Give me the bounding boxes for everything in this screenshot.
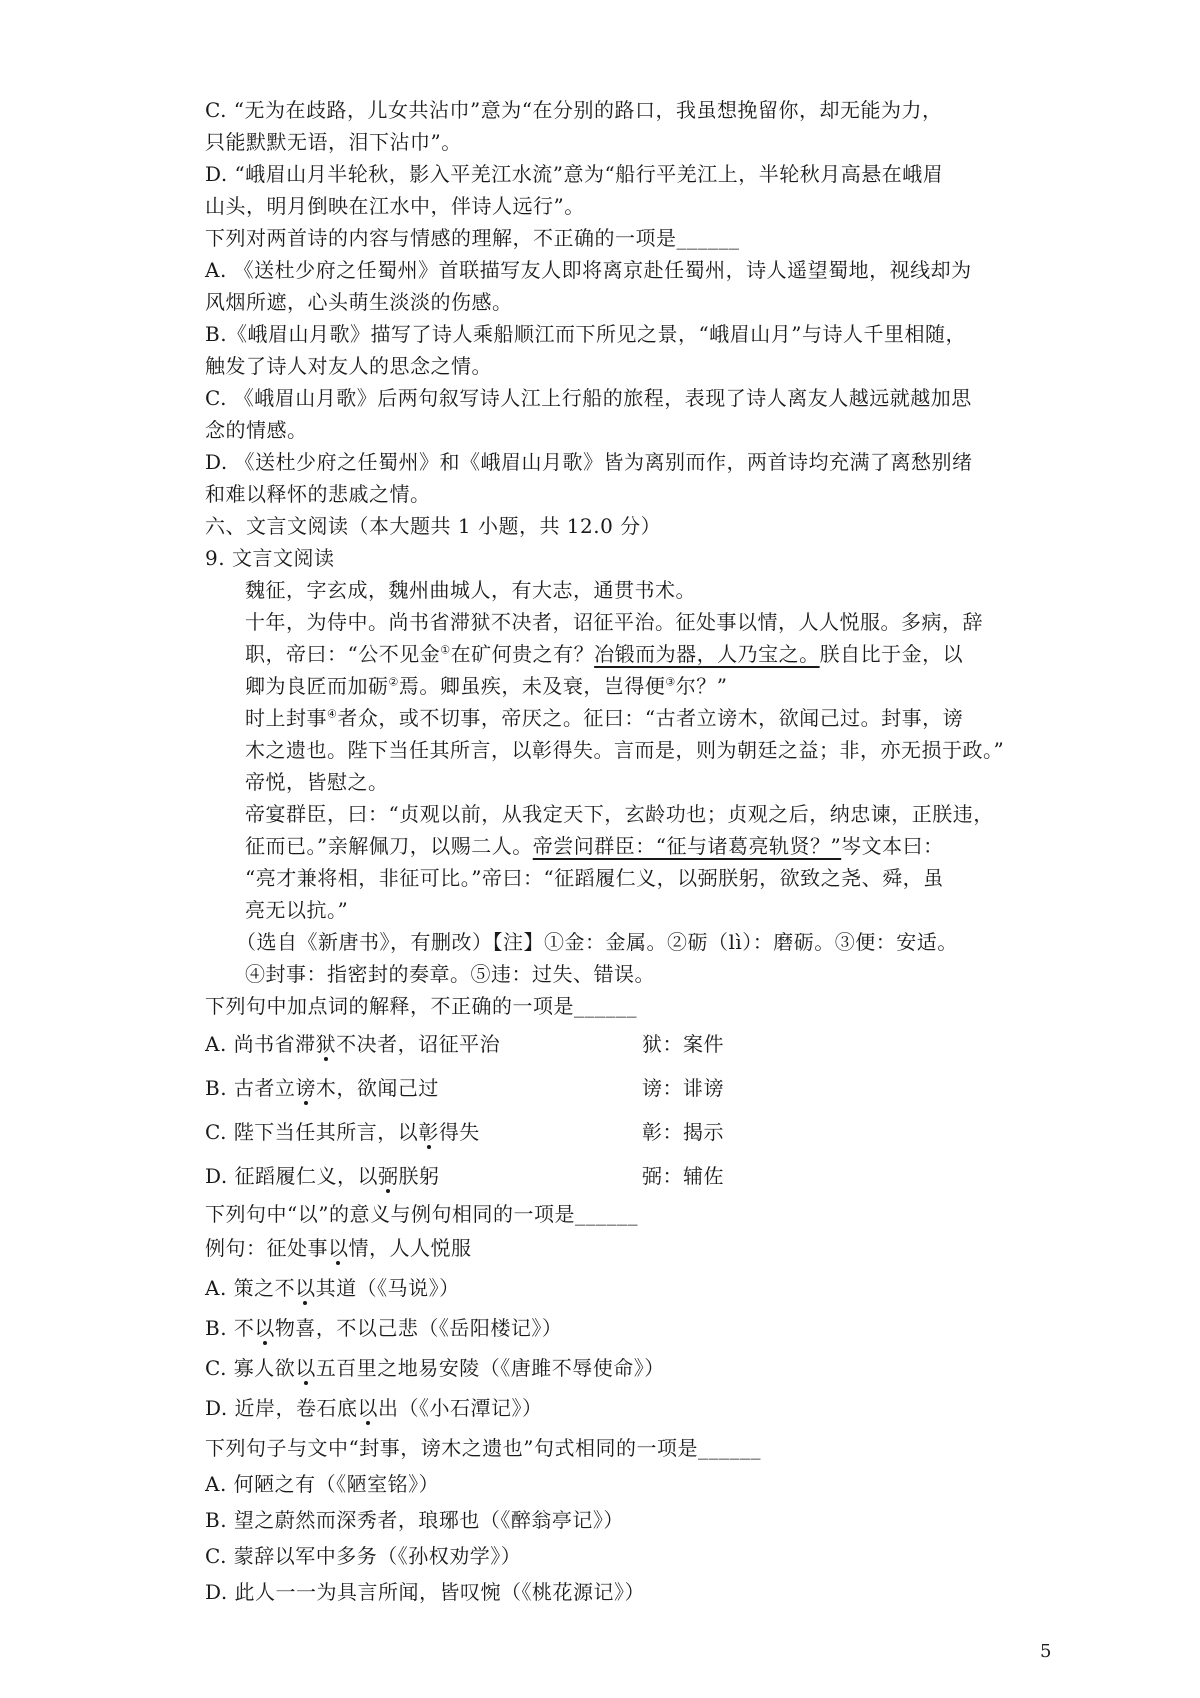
yi-option-a (205, 1274, 460, 1302)
passage-text: 时上封事 (245, 706, 327, 730)
dotted-word: 弼 (378, 1164, 399, 1188)
page-number: 5 (1040, 1641, 1052, 1662)
option-text: 木，欲闻己过 (315, 1076, 439, 1100)
word-option-a (205, 1030, 500, 1058)
poem-option-a-line-2: 风烟所遮，心头萌生淡淡的伤感。 (205, 290, 513, 314)
passage-text: 岑文本曰： (841, 834, 944, 858)
underlined-sentence: 帝尝问群臣：“征与诸葛亮轨贤？” (532, 834, 842, 858)
passage-para-4-line-3: “亮才兼将相，非征可比。”帝曰：“征蹈履仁义，以弼朕躬，欲致之尧、舜，虽 (245, 866, 944, 890)
passage-text: 焉。卿虽疾，未及衰，岂得便 (398, 674, 666, 698)
dotted-word: 以 (357, 1396, 379, 1420)
dotted-word: 以 (295, 1356, 316, 1380)
word-option-d-explanation: 弼：辅佐 (642, 1164, 724, 1188)
word-option-b-explanation: 谤：诽谤 (642, 1076, 724, 1100)
passage-para-2-line-3 (245, 672, 727, 700)
option-text: 朕躬 (398, 1164, 440, 1188)
dotted-word: 彰 (418, 1120, 439, 1144)
yi-option-b (205, 1314, 562, 1342)
dotted-word: 狱 (315, 1032, 337, 1056)
footnote-marker: ④ (327, 707, 338, 721)
option-text: D. 征蹈履仁义，以 (205, 1164, 379, 1188)
option-d-line-1: D. “峨眉山月半轮秋，影入平羌江水流”意为“船行平羌江上，半轮秋月高悬在峨眉 (205, 162, 944, 186)
footnote-marker: ① (440, 643, 451, 657)
passage-text: 卿为良匠而加砺 (245, 674, 389, 698)
poem-option-d-line-1: D. 《送杜少府之任蜀州》和《峨眉山月歌》皆为离别而作，两首诗均充满了离愁别绪 (205, 450, 973, 474)
poem-option-d-line-2: 和难以释怀的悲戚之情。 (205, 482, 431, 506)
passage-text: 征而已。”亲解佩刀，以赐二人。 (245, 834, 533, 858)
option-text: C. 寡人欲 (205, 1356, 296, 1380)
poem-option-b-line-2: 触发了诗人对友人的思念之情。 (205, 354, 492, 378)
option-text: A. 策之不 (205, 1276, 296, 1300)
word-option-d (205, 1162, 440, 1190)
question-sentence-pattern: 下列句子与文中“封事，谤木之遗也”句式相同的一项是______ (205, 1436, 761, 1460)
passage-text: 朕自比于金，以 (819, 642, 964, 666)
option-c-line-1: C. “无为在歧路，儿女共沾巾”意为“在分别的路口，我虽想挽留你，却无能为力， (205, 98, 943, 122)
option-text: 不决者，诏征平治 (336, 1032, 501, 1056)
passage-para-3-line-2: 木之遗也。陛下当任其所言，以彰得失。言而是，则为朝廷之益；非，亦无损于政。” (245, 738, 1005, 762)
footnote-marker: ③ (665, 675, 676, 689)
dotted-word: 以 (295, 1276, 316, 1300)
source-notes-line-1: （选自《新唐书》，有删改）【注】①金：金属。②砺（lì）：磨砺。③便：安适。 (236, 930, 958, 954)
word-option-a-explanation: 狱：案件 (642, 1032, 724, 1056)
dotted-word: 以 (254, 1316, 275, 1340)
option-text: B. 古者立 (205, 1076, 296, 1100)
question-word-meaning: 下列句中加点词的解释，不正确的一项是______ (205, 994, 637, 1018)
word-option-c-explanation: 彰：揭示 (642, 1120, 724, 1144)
passage-text: 尔？” (675, 674, 728, 698)
sentence-option-b: B. 望之蔚然而深秀者，琅琊也（《醉翁亭记》） (205, 1508, 624, 1532)
passage-para-2-line-1: 十年，为侍中。尚书省滞狱不决者，诏征平治。征处事以情，人人悦服。多病，辞 (245, 610, 983, 634)
passage-para-2-line-2 (245, 640, 963, 668)
example-sentence (205, 1234, 472, 1262)
option-c-line-2: 只能默默无语，泪下沾巾”。 (205, 130, 462, 154)
option-d-line-2: 山头，明月倒映在江水中，伴诗人远行”。 (205, 194, 585, 218)
passage-para-4-line-4: 亮无以抗。” (245, 898, 349, 922)
footnote-marker: ② (388, 675, 399, 689)
option-text: 情，人人悦服 (348, 1236, 472, 1260)
section-heading-6: 六、文言文阅读（本大题共 1 小题，共 12.0 分） (205, 514, 662, 538)
underlined-sentence: 冶锻而为器，人乃宝之。 (594, 642, 820, 666)
yi-option-c (205, 1354, 665, 1382)
question-yi-meaning: 下列句中“以”的意义与例句相同的一项是______ (205, 1202, 638, 1226)
word-option-c (205, 1118, 480, 1146)
passage-text: 在矿何贵之有？ (450, 642, 595, 666)
sentence-option-d: D. 此人一一为具言所闻，皆叹惋（《桃花源记》） (205, 1580, 646, 1604)
option-text: A. 尚书省滞 (205, 1032, 316, 1056)
dotted-word: 以 (328, 1236, 349, 1260)
option-text: 物喜，不以己悲（《岳阳楼记》） (274, 1316, 563, 1340)
option-text: 得失 (438, 1120, 480, 1144)
option-text: 五百里之地易安陵（《唐雎不辱使命》） (315, 1356, 665, 1380)
passage-para-4-line-1: 帝宴群臣，曰：“贞观以前，从我定天下，玄龄功也；贞观之后，纳忠谏，正朕违， (245, 802, 994, 826)
passage-para-3-line-1 (245, 704, 963, 732)
passage-para-3-line-3: 帝悦，皆慰之。 (245, 770, 389, 794)
option-text: D. 近岸，卷石底 (205, 1396, 358, 1420)
poem-option-a-line-1: A. 《送杜少府之任蜀州》首联描写友人即将离京赴任蜀州，诗人遥望蜀地，视线却为 (205, 258, 972, 282)
option-text: 其道（《马说》） (315, 1276, 460, 1300)
passage-text: 者众，或不切事，帝厌之。征曰：“古者立谤木，欲闻己过。封事，谤 (337, 706, 964, 730)
sentence-option-a: A. 何陋之有（《陋室铭》） (205, 1472, 440, 1496)
question-poem: 下列对两首诗的内容与情感的理解，不正确的一项是______ (205, 226, 740, 250)
word-option-b (205, 1074, 439, 1102)
poem-option-c-line-1: C. 《峨眉山月歌》后两句叙写诗人江上行船的旅程，表现了诗人离友人越远就越加思 (205, 386, 972, 410)
dotted-word: 谤 (295, 1076, 316, 1100)
passage-para-1: 魏征，字玄成，魏州曲城人，有大志，通贯书术。 (245, 578, 696, 602)
option-text: C. 陛下当任其所言，以 (205, 1120, 419, 1144)
option-text: 例句：征处事 (205, 1236, 328, 1260)
source-notes-line-2: ④封事：指密封的奏章。⑤违：过失、错误。 (245, 962, 655, 986)
yi-option-d (205, 1394, 543, 1422)
passage-text: 职，帝曰：“公不见金 (245, 642, 441, 666)
poem-option-b-line-1: B.《峨眉山月歌》描写了诗人乘船顺江而下所见之景，“峨眉山月”与诗人千里相随， (205, 322, 967, 346)
passage-para-4-line-2 (245, 832, 944, 860)
option-text: 出（《小石潭记》） (378, 1396, 543, 1420)
option-text: B. 不 (205, 1316, 255, 1340)
question-9-title: 9. 文言文阅读 (205, 546, 335, 570)
sentence-option-c: C. 蒙辞以军中多务（《孙权劝学》） (205, 1544, 522, 1568)
poem-option-c-line-2: 念的情感。 (205, 418, 308, 442)
